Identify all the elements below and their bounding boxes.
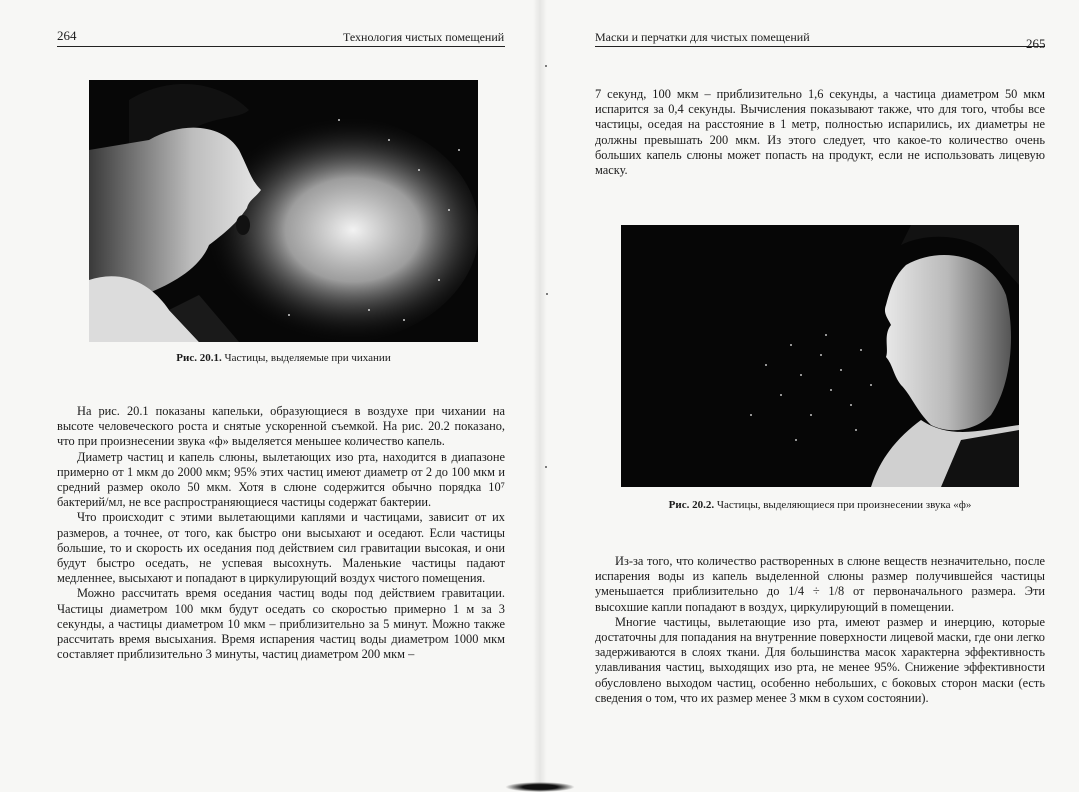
figure-sneeze-photo bbox=[89, 80, 478, 342]
body-text-bottom bbox=[595, 554, 1045, 706]
paragraph: Можно рассчитать время оседания частиц воды под действием гравитации. Частицы диаметром 100 мкм будут оседать со скоростью примерно 1 м за 3 секунды, а частицы диаметром 10 мкм – приблизительно за 5 минут. Можно также рассчитать время высыхания. Время испарения частиц воды диаметром 1000 мкм составляет приблизительно 3 минуты, частиц диаметром 200 мкм – bbox=[57, 586, 505, 662]
figure-caption bbox=[621, 499, 1019, 511]
header-rule bbox=[57, 46, 505, 47]
paragraph: На рис. 20.1 показаны капельки, образующиеся в воздухе при чихании на высоте человеческого роста и снятые ускоренной съемкой. На рис. 20.2 показано, что при произнесении звука «ф» выделяется меньшее количество капель. bbox=[57, 404, 505, 449]
running-title: Маски и перчатки для чистых помещений bbox=[595, 30, 810, 44]
figure-caption-text: Частицы, выделяющиеся при произнесении звука «ф» bbox=[716, 499, 972, 511]
paragraph: Многие частицы, вылетающие изо рта, имеют размер и инерцию, которые достаточны для попадания на внутренние поверхности лицевой маски, где они легко задерживаются в слоях ткани. Для большинства масок характерна эффективность улавливания частиц, выходящих изо рта, не менее 95%. Снижение эффективности обусловлено выходом частиц, особенно небольших, с боковых сторон маски (есть сведения о том, что их размер менее 3 мкм в сухом состоянии). bbox=[595, 614, 1045, 705]
figure-caption-text: Частицы, выделяемые при чихании bbox=[224, 352, 391, 364]
page-number: 265 bbox=[1026, 36, 1046, 51]
body-text-top bbox=[595, 87, 1045, 178]
paragraph: Диаметр частиц и капель слюны, вылетающих изо рта, находится в диапазоне примерно от 1 мкм до 2000 мкм; 95% этих частиц имеют диаметр от 2 до 100 мкм и средний размер около 50 мкм. Хотя в слюне содержится обычно порядка 10⁷ бактерий/мл, не все распространяющиеся частицы содержат бактерии. bbox=[57, 449, 505, 510]
binding-mark bbox=[505, 782, 575, 792]
right-page bbox=[540, 0, 1079, 792]
header-rule bbox=[595, 46, 1045, 47]
paragraph: Из-за того, что количество растворенных в слюне веществ незначительно, после испарения воды из капель выделенной слюны размер получившейся частицы уменьшается приблизительно до 1/4 ÷ 1/8 от первоначального размера. Эти высохшие капли попадают в воздух, циркулирующий в помещении. bbox=[595, 554, 1045, 614]
sneeze-illustration bbox=[89, 80, 478, 342]
paragraph: 7 секунд, 100 мкм – приблизительно 1,6 секунды, а частица диаметром 50 мкм испарится за 0,4 секунды. Вычисления показывают также, что для того, чтобы все частицы, оседая на расстояние в 1 метр, полностью испарились, их диаметры не должны превышать 200 мкм. Из этого следует, что какое-то количество очень больших капель слюны может попасть на продукт, если не использовать лицевую маску. bbox=[595, 87, 1045, 178]
running-title: Технология чистых помещений bbox=[343, 30, 505, 44]
scan-speck bbox=[545, 466, 547, 468]
f-sound-illustration bbox=[621, 225, 1019, 487]
scan-speck bbox=[546, 293, 548, 295]
body-text bbox=[57, 404, 505, 662]
scan-speck bbox=[545, 65, 547, 67]
figure-label: Рис. 20.2. bbox=[668, 499, 715, 511]
figure-caption bbox=[89, 352, 478, 364]
paragraph: Что происходит с этими вылетающими каплями и частицами, зависит от их размеров, а точнее, от того, как быстро они высыхают и оседают. Если частицы большие, то и скорость их оседания под действием сил гравитации высокая, и они будут быстро оседать, не успевая высохнуть. Маленькие частицы падают медленнее, высыхают и попадают в циркулирующий воздух чистого помещения. bbox=[57, 510, 505, 586]
figure-label: Рис. 20.1. bbox=[176, 352, 222, 364]
figure-f-sound-photo bbox=[621, 225, 1019, 487]
page-number: 264 bbox=[57, 28, 77, 43]
